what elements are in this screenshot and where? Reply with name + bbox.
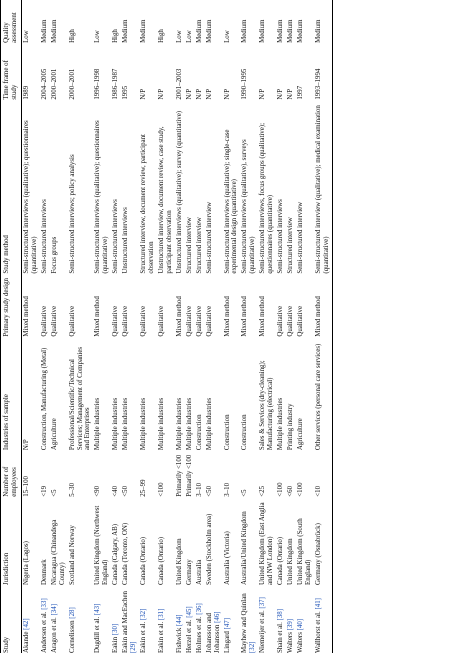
employees-cell: Primarily <100 xyxy=(185,454,193,497)
design-cell: Qualitative xyxy=(112,305,120,337)
industries-cell: Multiple industries xyxy=(122,397,130,451)
quality-cell: Low xyxy=(185,30,193,43)
citation-link[interactable]: [29] xyxy=(130,641,138,653)
header-industries-of-sample: Industries of sample xyxy=(1,337,22,450)
quality-cell: Medium xyxy=(259,19,267,43)
table-row xyxy=(205,0,223,653)
quality-cell: Medium xyxy=(195,19,203,43)
table-row xyxy=(223,0,241,653)
industries-cell: Sales & Services (dry-cleaning); Manufacturing (electrical) xyxy=(259,360,275,451)
design-cell: Mixed method xyxy=(241,296,249,337)
jurisdiction-cell: Canada (Calgary, AB) xyxy=(112,523,120,585)
time-frame-cell: 1990–1995 xyxy=(241,68,249,100)
time-frame-cell: 2000–2001 xyxy=(50,68,58,100)
method-cell: Unstructured interviews (qualitative); survey (quantitative) xyxy=(175,110,183,274)
time-frame-cell: N/P xyxy=(140,88,148,100)
industries-cell: Multiple industries xyxy=(205,397,213,451)
study-name: Mayhew and Quinlan xyxy=(241,593,249,653)
design-cell: Qualitative xyxy=(205,305,213,337)
table-row xyxy=(40,0,50,653)
study-name: Shain et al. xyxy=(277,622,285,653)
jurisdiction-cell: United Kingdom xyxy=(287,538,295,585)
header-study: Study xyxy=(1,585,22,653)
study-cell xyxy=(121,585,139,653)
quality-cell: Medium xyxy=(122,19,130,43)
citation-link[interactable]: [41] xyxy=(314,598,322,610)
table-row xyxy=(175,0,185,653)
industries-cell: Agriculture xyxy=(297,418,304,451)
study-name: Dugdill et al. xyxy=(94,616,102,653)
study-cell xyxy=(50,585,68,653)
study-cell xyxy=(21,585,39,653)
design-cell: Qualitative xyxy=(40,305,48,337)
study-cell xyxy=(195,585,205,653)
method-cell: Semi-structured interviews xyxy=(277,199,285,274)
quality-cell: High xyxy=(68,29,76,43)
design-cell: Mixed method xyxy=(175,296,183,337)
employees-cell: <5 xyxy=(50,489,58,497)
table-row xyxy=(93,0,111,653)
jurisdiction-cell: Australia/United Kingdom xyxy=(241,511,249,585)
jurisdiction-cell: Nigeria (Lagos) xyxy=(22,541,30,585)
citation-link[interactable]: [30] xyxy=(112,623,120,636)
quality-cell: Medium xyxy=(287,19,295,43)
quality-cell: Medium xyxy=(241,19,249,43)
time-frame-cell: 1997 xyxy=(297,85,304,100)
table-header xyxy=(1,0,22,653)
jurisdiction-cell: United Kingdom xyxy=(175,538,183,585)
citation-link[interactable]: [38] xyxy=(277,608,285,621)
jurisdiction-cell: United Kingdom (Northwest England) xyxy=(94,505,110,585)
quality-cell: Low xyxy=(223,30,231,43)
study-cell xyxy=(240,585,258,653)
method-cell: Semi-structured interviews (qualitative), surveys (quantitative) xyxy=(241,139,257,274)
study-name: Cornelissen xyxy=(68,620,76,653)
time-frame-cell: N/P xyxy=(223,88,231,100)
jurisdiction-cell: Nicaragua (Chinandega County) xyxy=(50,519,66,585)
industries-cell: Multiple industries xyxy=(140,397,148,451)
study-cell xyxy=(286,585,296,653)
time-frame-cell: 2000–2001 xyxy=(68,68,76,100)
design-cell: Qualitative xyxy=(68,305,76,337)
quality-cell: Medium xyxy=(277,19,285,43)
design-cell: Qualitative xyxy=(185,305,193,337)
method-cell: Semi-structured interviews; policy analysis xyxy=(68,154,76,274)
employees-cell: <50 xyxy=(122,485,130,497)
study-cell xyxy=(175,585,185,653)
employees-cell: <19 xyxy=(40,485,48,497)
citation-link[interactable]: [36] xyxy=(195,603,203,615)
study-name: Eakin et al. xyxy=(157,621,165,653)
employees-cell: 15–100 xyxy=(22,476,30,497)
design-cell: Mixed method xyxy=(259,296,267,337)
method-cell: Structured interview xyxy=(287,217,295,274)
time-frame-cell: 1993–1994 xyxy=(314,43,332,100)
design-cell: Mixed method xyxy=(22,296,30,337)
study-cell xyxy=(296,585,314,653)
employees-cell: 3–10 xyxy=(195,482,203,497)
study-name: Wallhorst et al. xyxy=(314,611,322,653)
time-frame-cell: 2001–2003 xyxy=(175,68,183,100)
study-cell xyxy=(68,585,94,653)
citation-link[interactable]: [37] xyxy=(259,597,267,609)
method-cell: Semi-structured interview xyxy=(297,201,304,274)
time-frame-cell: 1995 xyxy=(122,85,130,100)
time-frame-cell: N/P xyxy=(259,88,267,100)
table-row xyxy=(139,0,157,653)
quality-cell: Medium xyxy=(40,19,48,43)
table-row xyxy=(68,0,94,653)
employees-cell: <100 xyxy=(157,482,165,497)
header-quality-assessment: Quality assessment xyxy=(1,0,22,43)
method-cell: Semi-structured interviews (qualitative); questionnaires (quantitative) xyxy=(94,120,110,274)
citation-link[interactable]: [43] xyxy=(94,603,102,616)
header-jurisdiction: Jurisdiction xyxy=(1,497,22,585)
method-cell: Structured interview xyxy=(195,217,203,274)
design-cell: Qualitative xyxy=(140,305,148,337)
quality-cell: Medium xyxy=(140,19,148,43)
citation-link[interactable]: [32] xyxy=(249,641,257,653)
method-cell: Semi-structured interview (qualitative); medical examination (quantitative) xyxy=(314,100,332,274)
table-row xyxy=(157,0,175,653)
header-primary-study-design: Primary study design xyxy=(1,274,22,337)
industries-cell: Multiple industries xyxy=(112,397,120,451)
quality-cell: Medium xyxy=(205,19,213,43)
table-row xyxy=(50,0,68,653)
employees-cell: <60 xyxy=(287,485,295,497)
employees-cell: 25–99 xyxy=(140,479,148,497)
employees-cell: <40 xyxy=(112,485,120,497)
header-time-frame: Time frame of study xyxy=(1,43,22,100)
table-row xyxy=(111,0,121,653)
employees-cell: <5 xyxy=(241,489,249,497)
method-cell: Unstructured interview, document review, case study, participant observation xyxy=(157,126,173,274)
design-cell: Qualitative xyxy=(122,305,130,337)
industries-cell: N/P xyxy=(22,439,30,451)
industries-cell: Construction, Manufacturing (Metal) xyxy=(40,347,48,451)
method-cell: Semi-structured interviews xyxy=(112,199,120,274)
citation-link[interactable]: [28] xyxy=(68,607,76,619)
method-cell: Structured interview, document review, participant observation xyxy=(140,134,155,274)
method-cell: Unstructured interviews xyxy=(122,207,130,274)
industries-cell: Multiple industries xyxy=(94,397,102,451)
table-body xyxy=(21,0,332,653)
employees-cell: <25 xyxy=(259,485,267,497)
design-cell: Qualitative xyxy=(157,305,165,337)
study-name: Eakin and MacEachen xyxy=(122,591,130,653)
study-name: Eakin xyxy=(112,636,120,653)
quality-cell: Medium xyxy=(50,19,58,43)
method-cell: Semi-structured interviews xyxy=(40,199,48,274)
citation-link[interactable]: [34] xyxy=(50,604,58,616)
design-cell: Qualitative xyxy=(277,305,285,337)
table-row xyxy=(314,0,332,653)
table-row xyxy=(121,0,139,653)
method-cell: Semi-structured interviews (qualitative); questionnaires (quantitative) xyxy=(22,120,38,274)
study-cell xyxy=(111,585,121,653)
time-frame-cell: 1996–1998 xyxy=(94,68,102,100)
citation-link[interactable]: [47] xyxy=(223,617,231,630)
study-name: Holmes et al. xyxy=(195,616,203,653)
quality-cell: High xyxy=(157,29,165,43)
method-cell: Semi-structured interview xyxy=(205,201,213,274)
industries-cell: Multiple industries xyxy=(277,397,285,451)
jurisdiction-cell: Scotland and Norway xyxy=(68,525,76,585)
study-cell xyxy=(40,585,50,653)
table-row xyxy=(296,0,314,653)
time-frame-cell: N/P xyxy=(157,88,165,100)
table-row xyxy=(286,0,296,653)
industries-cell: Multiple industries xyxy=(157,397,165,451)
jurisdiction-cell: United Kingdom (South England) xyxy=(297,518,312,585)
study-name: Eakin et al. xyxy=(140,621,148,653)
study-cell xyxy=(185,585,195,653)
quality-cell: Medium xyxy=(297,19,304,43)
industries-cell: Professional/Scientific/Technical Services; Management of Companies and Enterprises xyxy=(68,346,92,451)
employees-cell: 3–10 xyxy=(223,482,231,497)
employees-cell: <10 xyxy=(314,450,332,497)
study-name: Niemeijer et al. xyxy=(259,610,267,653)
study-cell xyxy=(205,585,223,653)
citation-link[interactable]: [42] xyxy=(22,618,30,630)
citation-link[interactable]: [33] xyxy=(40,598,48,610)
time-frame-cell: N/P xyxy=(205,88,213,100)
study-name: Walters xyxy=(287,632,295,653)
jurisdiction-cell: Canada (Ontario) xyxy=(277,536,285,585)
design-cell: Mixed method xyxy=(314,274,332,337)
citation-link[interactable]: [45] xyxy=(185,606,193,618)
method-cell: Structured interview xyxy=(185,217,193,274)
citation-link[interactable]: [31] xyxy=(157,608,165,621)
method-cell: Semi-structured interviews, focus groups (qualitative); questionnaires (quantitative) xyxy=(259,122,275,274)
citation-link[interactable]: [44] xyxy=(175,614,183,626)
study-name: Akande xyxy=(22,631,30,653)
jurisdiction-cell: Australia xyxy=(195,559,203,585)
header-row xyxy=(1,0,22,653)
jurisdiction-cell: Germany (Osnabrück) xyxy=(314,497,332,585)
quality-cell: Medium xyxy=(314,0,332,43)
study-name: Walters xyxy=(297,632,304,653)
employees-cell: <50 xyxy=(205,485,213,497)
study-cell xyxy=(276,585,286,653)
jurisdiction-cell: Sweden (Stockholm area) xyxy=(205,513,213,585)
study-cell xyxy=(314,585,332,653)
time-frame-cell: N/P xyxy=(185,88,193,100)
industries-cell: Agriculture xyxy=(50,418,58,451)
employees-cell: <100 xyxy=(297,482,304,497)
jurisdiction-cell: Australia (Victoria) xyxy=(223,531,231,585)
jurisdiction-cell: Canada (Toronto, ON) xyxy=(122,522,130,585)
design-cell: Mixed method xyxy=(94,296,102,337)
industries-cell: Construction xyxy=(223,414,231,451)
jurisdiction-cell: Germany xyxy=(185,559,193,585)
study-cell xyxy=(258,585,276,653)
jurisdiction-cell: Canada (Ontario) xyxy=(140,536,148,585)
study-name: Fishwick xyxy=(175,627,183,653)
table-row xyxy=(240,0,258,653)
table-row xyxy=(258,0,276,653)
study-name: Lingard xyxy=(223,631,231,653)
study-name: Johansson and Johansson xyxy=(205,612,221,653)
industries-cell: Construction xyxy=(195,414,203,451)
time-frame-cell: N/P xyxy=(195,88,203,100)
jurisdiction-cell: United Kingdom (East Anglia and NW London) xyxy=(259,502,275,585)
time-frame-cell: 1986–1987 xyxy=(112,68,120,100)
table-row xyxy=(276,0,286,653)
jurisdiction-cell: Denmark xyxy=(40,559,48,585)
citation-link[interactable]: [46] xyxy=(213,611,221,623)
quality-cell: High xyxy=(112,29,120,43)
employees-cell: 5–30 xyxy=(68,482,76,497)
employees-cell: <90 xyxy=(94,485,102,497)
industries-cell: Multiple industries xyxy=(185,397,193,451)
study-cell xyxy=(157,585,175,653)
header-number-of-employees: Number of employees xyxy=(1,450,22,497)
quality-cell: Low xyxy=(22,30,30,43)
design-cell: Qualitative xyxy=(287,305,295,337)
method-cell: Focus groups xyxy=(50,236,58,274)
study-name: Herzel et al. xyxy=(185,619,193,653)
time-frame-cell: N/P xyxy=(287,88,295,100)
study-cell xyxy=(139,585,157,653)
industries-cell: Construction xyxy=(241,414,249,451)
time-frame-cell: 2004–2005 xyxy=(40,68,48,100)
table-row xyxy=(195,0,205,653)
table-row xyxy=(185,0,195,653)
table-row xyxy=(21,0,39,653)
study-name: Andersen et al. xyxy=(40,611,48,653)
employees-cell: <100 xyxy=(277,482,285,497)
method-cell: Semi-structured interviews (qualitative); single-case experimental design (quantitative) xyxy=(223,129,239,274)
industries-cell: Other services (personal care services) xyxy=(314,337,332,450)
design-cell: Qualitative xyxy=(50,305,58,337)
study-cell xyxy=(223,585,241,653)
citation-link[interactable]: [32] xyxy=(140,608,148,621)
employees-cell: Primarily <100 xyxy=(175,454,183,497)
quality-cell: Low xyxy=(175,30,183,43)
time-frame-cell: N/P xyxy=(277,88,285,100)
design-cell: Mixed method xyxy=(223,296,231,337)
industries-cell: Printing industry xyxy=(287,403,295,451)
design-cell: Qualitative xyxy=(195,305,203,337)
quality-cell: Low xyxy=(94,30,102,43)
study-name: Aragon et al. xyxy=(50,617,58,653)
industries-cell: Multiple industries xyxy=(175,397,183,451)
citation-link[interactable]: [40] xyxy=(297,618,304,631)
design-cell: Qualitative xyxy=(297,305,304,337)
header-study-method: Study method xyxy=(1,100,22,274)
citation-link[interactable]: [39] xyxy=(287,618,295,631)
jurisdiction-cell: Canada (Ontario) xyxy=(157,536,165,585)
time-frame-cell: 1989 xyxy=(22,85,30,100)
study-cell xyxy=(93,585,111,653)
